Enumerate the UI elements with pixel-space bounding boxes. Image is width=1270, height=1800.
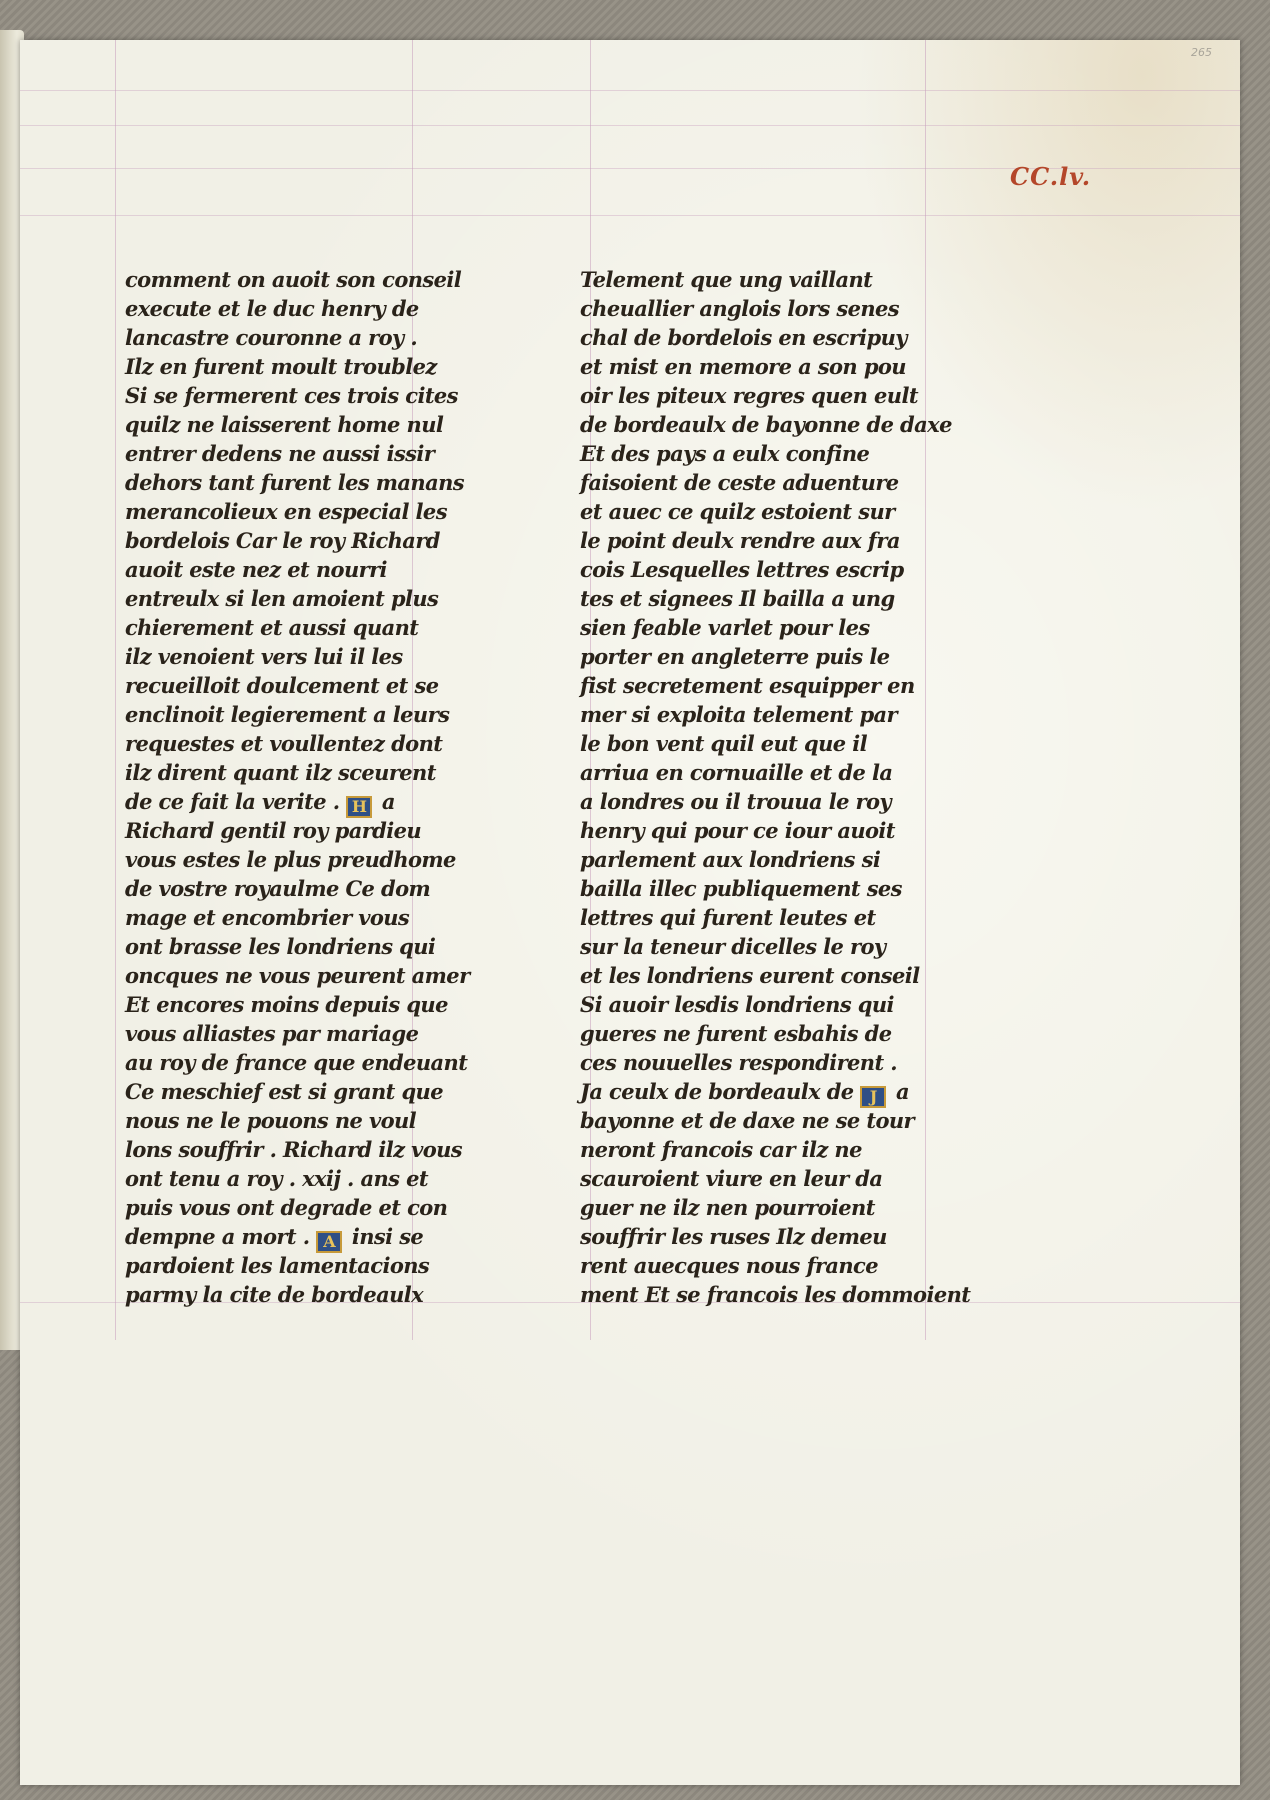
line-text: dempne a mort . bbox=[125, 1224, 310, 1249]
line-text: pardoient les lamentacions bbox=[125, 1253, 430, 1278]
line-text: comment on auoit son conseil bbox=[125, 267, 462, 292]
line-text: et mist en memore a son pou bbox=[580, 354, 906, 379]
text-line bbox=[125, 439, 545, 468]
line-text: le point deulx rendre aux fra bbox=[580, 528, 900, 553]
line-text: parmy la cite de bordeaulx bbox=[125, 1282, 424, 1307]
text-line bbox=[125, 1193, 545, 1222]
right-text-column bbox=[580, 265, 1000, 1309]
line-text: enclinoit legierement a leurs bbox=[125, 702, 450, 727]
line-text: le bon vent quil eut que il bbox=[580, 731, 867, 756]
text-line bbox=[125, 1164, 545, 1193]
text-line bbox=[125, 526, 545, 555]
text-line bbox=[580, 526, 1000, 555]
line-text: faisoient de ceste aduenture bbox=[580, 470, 899, 495]
text-line bbox=[125, 1222, 545, 1251]
line-text: souffrir les ruses Ilz demeu bbox=[580, 1224, 887, 1249]
line-text: Ilz en furent moult troublez bbox=[125, 354, 437, 379]
text-line bbox=[580, 468, 1000, 497]
text-line bbox=[125, 903, 545, 932]
line-text: Si se fermerent ces trois cites bbox=[125, 383, 458, 408]
text-line bbox=[125, 1280, 545, 1309]
text-line bbox=[125, 787, 545, 816]
line-text: nous ne le pouons ne voul bbox=[125, 1108, 417, 1133]
line-text: bailla illec publiquement ses bbox=[580, 876, 902, 901]
text-line bbox=[125, 294, 545, 323]
text-line bbox=[580, 903, 1000, 932]
text-line bbox=[580, 1077, 1000, 1106]
illuminated-initial: J bbox=[860, 1086, 886, 1108]
line-text: ont tenu a roy . xxij . ans et bbox=[125, 1166, 428, 1191]
text-line bbox=[580, 1164, 1000, 1193]
ruling-line bbox=[20, 125, 1240, 126]
text-line bbox=[125, 845, 545, 874]
line-text: lons souffrir . Richard ilz vous bbox=[125, 1137, 463, 1162]
line-text: Ja ceulx de bordeaulx de bbox=[580, 1079, 854, 1104]
line-text: bordelois Car le roy Richard bbox=[125, 528, 440, 553]
text-line bbox=[580, 961, 1000, 990]
line-text: execute et le duc henry de bbox=[125, 296, 419, 321]
text-line bbox=[125, 700, 545, 729]
ruling-line bbox=[20, 215, 1240, 216]
text-line bbox=[580, 1193, 1000, 1222]
line-text: vous estes le plus preudhome bbox=[125, 847, 456, 872]
line-text: Richard gentil roy pardieu bbox=[125, 818, 422, 843]
line-text: ilz venoient vers lui il les bbox=[125, 644, 403, 669]
line-text: scauroient viure en leur da bbox=[580, 1166, 883, 1191]
illuminated-initial: A bbox=[316, 1231, 342, 1253]
line-text: rent auecques nous france bbox=[580, 1253, 878, 1278]
line-text: porter en angleterre puis le bbox=[580, 644, 890, 669]
line-text: fist secretement esquipper en bbox=[580, 673, 915, 698]
line-text: chal de bordelois en escripuy bbox=[580, 325, 907, 350]
text-line bbox=[125, 352, 545, 381]
line-text: ment Et se francois les dommoient bbox=[580, 1282, 971, 1307]
line-text: auoit este nez et nourri bbox=[125, 557, 387, 582]
line-text: sur la teneur dicelles le roy bbox=[580, 934, 886, 959]
line-text: quilz ne laisserent home nul bbox=[125, 412, 444, 437]
line-text: dehors tant furent les manans bbox=[125, 470, 464, 495]
text-line bbox=[125, 1106, 545, 1135]
line-text: puis vous ont degrade et con bbox=[125, 1195, 448, 1220]
line-text: arriua en cornuaille et de la bbox=[580, 760, 893, 785]
ruling-line bbox=[115, 40, 116, 1340]
line-text: neront francois car ilz ne bbox=[580, 1137, 862, 1162]
text-line bbox=[580, 555, 1000, 584]
text-line bbox=[125, 816, 545, 845]
line-text: mer si exploita telement par bbox=[580, 702, 898, 727]
line-text: Et encores moins depuis que bbox=[125, 992, 448, 1017]
line-text: requestes et voullentez dont bbox=[125, 731, 443, 756]
text-line bbox=[580, 613, 1000, 642]
text-line bbox=[580, 439, 1000, 468]
line-text: ont brasse les londriens qui bbox=[125, 934, 436, 959]
text-line bbox=[580, 1135, 1000, 1164]
text-line bbox=[580, 1280, 1000, 1309]
text-line bbox=[125, 961, 545, 990]
initial-text: a bbox=[375, 789, 395, 814]
line-text: ilz dirent quant ilz sceurent bbox=[125, 760, 436, 785]
text-line bbox=[125, 1251, 545, 1280]
line-text: Telement que ung vaillant bbox=[580, 267, 873, 292]
line-text: a londres ou il trouua le roy bbox=[580, 789, 892, 814]
line-text: parlement aux londriens si bbox=[580, 847, 881, 872]
text-line bbox=[580, 1222, 1000, 1251]
text-line bbox=[580, 642, 1000, 671]
text-line bbox=[580, 294, 1000, 323]
text-line bbox=[580, 990, 1000, 1019]
text-line bbox=[580, 787, 1000, 816]
text-line bbox=[580, 381, 1000, 410]
folio-number: 265 bbox=[1191, 46, 1212, 59]
manuscript-page bbox=[20, 40, 1240, 1785]
ruling-line bbox=[20, 90, 1240, 91]
text-line bbox=[125, 642, 545, 671]
initial-text: a bbox=[889, 1079, 909, 1104]
text-line bbox=[125, 671, 545, 700]
text-line bbox=[125, 990, 545, 1019]
line-text: de vostre royaulme Ce dom bbox=[125, 876, 431, 901]
text-line bbox=[125, 323, 545, 352]
line-text: entrer dedens ne aussi issir bbox=[125, 441, 435, 466]
line-text: vous alliastes par mariage bbox=[125, 1021, 419, 1046]
text-line bbox=[580, 874, 1000, 903]
text-line bbox=[580, 729, 1000, 758]
text-line bbox=[580, 816, 1000, 845]
text-line bbox=[125, 932, 545, 961]
line-text: lettres qui furent leutes et bbox=[580, 905, 876, 930]
text-line bbox=[125, 758, 545, 787]
line-text: henry qui pour ce iour auoit bbox=[580, 818, 895, 843]
text-line bbox=[125, 874, 545, 903]
line-text: et auec ce quilz estoient sur bbox=[580, 499, 895, 524]
line-text: Si auoir lesdis londriens qui bbox=[580, 992, 894, 1017]
left-text-column bbox=[125, 265, 545, 1309]
text-line bbox=[580, 1106, 1000, 1135]
line-text: tes et signees Il bailla a ung bbox=[580, 586, 895, 611]
text-line bbox=[125, 584, 545, 613]
text-line bbox=[125, 555, 545, 584]
text-line bbox=[125, 1048, 545, 1077]
line-text: mage et encombrier vous bbox=[125, 905, 410, 930]
text-line bbox=[125, 1135, 545, 1164]
illuminated-initial: H bbox=[346, 796, 372, 818]
text-line bbox=[580, 932, 1000, 961]
line-text: et les londriens eurent conseil bbox=[580, 963, 920, 988]
line-text: bayonne et de daxe ne se tour bbox=[580, 1108, 914, 1133]
text-line bbox=[125, 729, 545, 758]
line-text: ces nouuelles respondirent . bbox=[580, 1050, 897, 1075]
text-line bbox=[125, 381, 545, 410]
text-line bbox=[125, 497, 545, 526]
line-text: merancolieux en especial les bbox=[125, 499, 447, 524]
text-line bbox=[580, 265, 1000, 294]
text-line bbox=[580, 497, 1000, 526]
line-text: Et des pays a eulx confine bbox=[580, 441, 870, 466]
text-line bbox=[125, 613, 545, 642]
line-text: entreulx si len amoient plus bbox=[125, 586, 439, 611]
text-line bbox=[580, 1251, 1000, 1280]
line-text: oncques ne vous peurent amer bbox=[125, 963, 470, 988]
line-text: de ce fait la verite . bbox=[125, 789, 340, 814]
text-line bbox=[580, 671, 1000, 700]
text-line bbox=[580, 758, 1000, 787]
text-line bbox=[580, 410, 1000, 439]
running-head: CC.lv. bbox=[1010, 162, 1092, 191]
line-text: gueres ne furent esbahis de bbox=[580, 1021, 892, 1046]
line-text: de bordeaulx de bayonne de daxe bbox=[580, 412, 952, 437]
line-text: chierement et aussi quant bbox=[125, 615, 419, 640]
line-text: sien feable varlet pour les bbox=[580, 615, 870, 640]
text-line bbox=[125, 1019, 545, 1048]
text-line bbox=[580, 323, 1000, 352]
text-line bbox=[580, 1048, 1000, 1077]
line-text: au roy de france que endeuant bbox=[125, 1050, 468, 1075]
text-line bbox=[580, 352, 1000, 381]
line-text: oir les piteux regres quen eult bbox=[580, 383, 918, 408]
text-line bbox=[580, 584, 1000, 613]
text-line bbox=[580, 845, 1000, 874]
text-line bbox=[125, 410, 545, 439]
line-text: cheuallier anglois lors senes bbox=[580, 296, 900, 321]
text-line bbox=[125, 468, 545, 497]
text-line bbox=[125, 1077, 545, 1106]
line-text: recueilloit doulcement et se bbox=[125, 673, 439, 698]
line-text: Ce meschief est si grant que bbox=[125, 1079, 443, 1104]
line-text: cois Lesquelles lettres escrip bbox=[580, 557, 904, 582]
line-text: guer ne ilz nen pourroient bbox=[580, 1195, 875, 1220]
text-line bbox=[125, 265, 545, 294]
text-line bbox=[580, 700, 1000, 729]
initial-text: insi se bbox=[345, 1224, 424, 1249]
text-line bbox=[580, 1019, 1000, 1048]
line-text: lancastre couronne a roy . bbox=[125, 325, 418, 350]
